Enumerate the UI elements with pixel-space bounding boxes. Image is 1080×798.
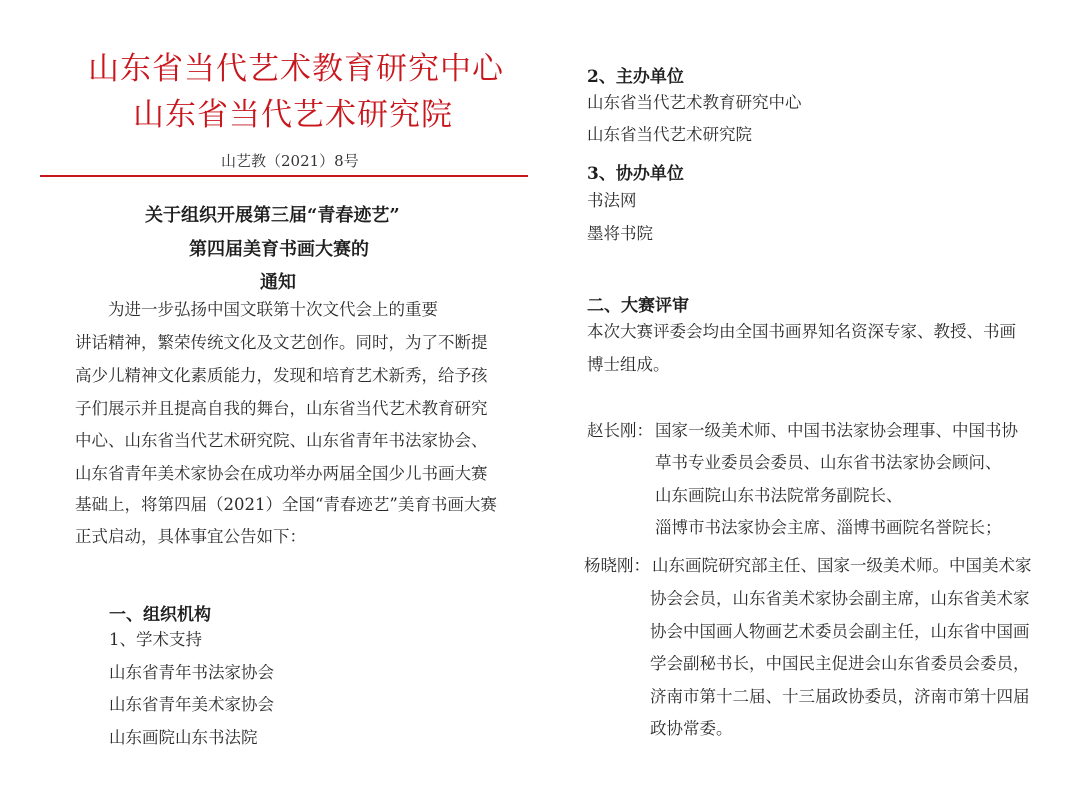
intro-line: 山东省青年美术家协会在成功举办两届全国少儿书画大赛	[75, 464, 488, 483]
co-organizers-label: 3、协办单位	[587, 164, 684, 184]
judge-bio-line: 山东画院研究部主任、国家一级美术师。中国美术家	[652, 556, 1032, 575]
notice-title-line2: 第四届美育书画大赛的	[189, 239, 369, 260]
section2-heading: 二、大赛评审	[587, 296, 689, 316]
intro-line: 讲话精神，繁荣传统文化及文艺创作。同时，为了不断提	[75, 333, 488, 352]
org-title-line2: 山东省当代艺术研究院	[133, 97, 453, 133]
intro-line: 为进一步弘扬中国文联第十次文代会上的重要	[108, 300, 438, 319]
judge-bio-line: 政协常委。	[650, 719, 733, 738]
section1-heading: 一、组织机构	[109, 605, 211, 625]
organizer-item: 山东省当代艺术研究院	[587, 125, 752, 144]
judge-bio-line: 山东画院山东书法院常务副院长、	[655, 486, 903, 505]
notice-title-line3: 通知	[260, 272, 296, 293]
academic-support-item: 山东画院山东书法院	[109, 728, 258, 747]
judge-name: 赵长刚：	[587, 421, 653, 440]
academic-support-item: 山东省青年书法家协会	[109, 663, 274, 682]
intro-line: 中心、山东省当代艺术研究院、山东省青年书法家协会、	[75, 431, 488, 450]
intro-line: 子们展示并且提高自我的舞台，山东省当代艺术教育研究	[75, 399, 488, 418]
academic-support-item: 山东省青年美术家协会	[109, 695, 274, 714]
judge-bio-line: 济南市第十二届、十三届政协委员，济南市第十四届	[650, 687, 1030, 706]
red-divider	[40, 175, 528, 177]
judge-bio-line: 国家一级美术师、中国书法家协会理事、中国书协	[655, 421, 1018, 440]
judge-bio-line: 草书专业委员会委员、山东省书法家协会顾问、	[655, 453, 1002, 472]
academic-support-label: 1、学术支持	[109, 630, 202, 649]
intro-line: 正式启动，具体事宜公告如下：	[75, 527, 306, 546]
organizers-label: 2、主办单位	[587, 67, 684, 87]
judge-bio-line: 学会副秘书长，中国民主促进会山东省委员会委员，	[650, 654, 1030, 673]
organizer-item: 山东省当代艺术教育研究中心	[587, 93, 802, 112]
intro-line: 高少儿精神文化素质能力，发现和培育艺术新秀，给予孩	[75, 366, 488, 385]
intro-line: 基础上，将第四届（2021）全国“青春迹艺”美育书画大赛	[75, 495, 497, 514]
judge-bio-line: 协会会员，山东省美术家协会副主席，山东省美术家	[650, 589, 1030, 608]
review-desc-line: 博士组成。	[587, 355, 670, 374]
co-organizer-item: 书法网	[587, 191, 637, 210]
co-organizer-item: 墨将书院	[587, 224, 653, 243]
judge-bio-line: 协会中国画人物画艺术委员会副主任，山东省中国画	[650, 622, 1030, 641]
review-desc-line: 本次大赛评委会均由全国书画界知名资深专家、教授、书画	[587, 322, 1016, 341]
org-title-line1: 山东省当代艺术教育研究中心	[88, 51, 504, 87]
notice-title-line1: 关于组织开展第三届“青春迹艺”	[145, 205, 400, 226]
judge-name: 杨晓刚：	[584, 556, 650, 575]
doc-number: 山艺教（2021）8号	[221, 152, 359, 170]
judge-bio-line: 淄博市书法家协会主席、淄博书画院名誉院长；	[655, 518, 1002, 537]
